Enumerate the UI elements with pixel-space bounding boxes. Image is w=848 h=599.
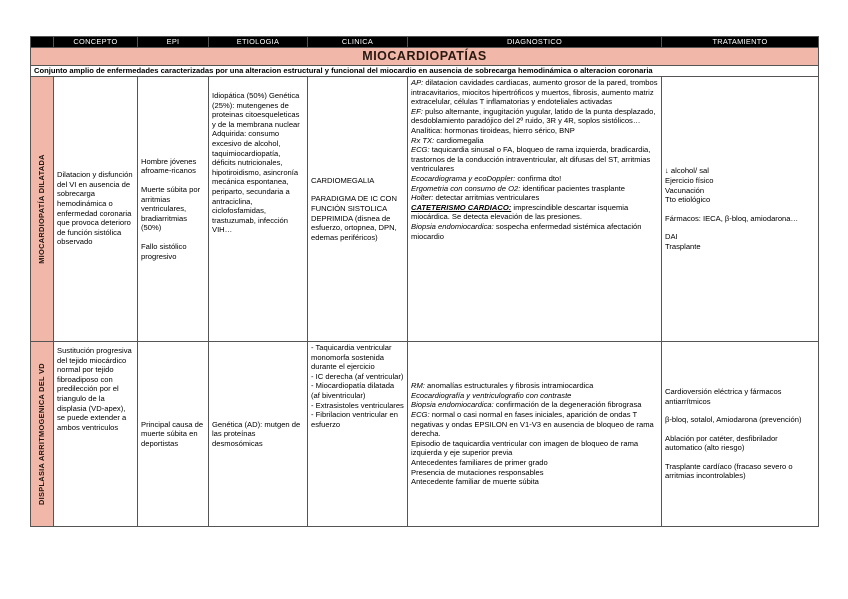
clinica-line: - Miocardiopatía dilatada (af biventricular) [311,381,395,400]
dx-text: confirma dto! [515,173,562,183]
dx-text: taquicardia sinusal o FA, bloqueo de rama izquierda, bradicardia, trastornos de la conducción intraventricular, alt difusas del ST, arritmias ventriculares [411,145,651,174]
dx-label: RM: [411,381,425,391]
dx-text: Episodio de taquicardia ventricular con imagen de bloqueo de rama izquierda y eje superior previa [411,438,639,458]
dx-text: pulso alternante, ingugitación yugular, latido de la punta desplazado, desdoblamiento paradójico del 2º ruido, 3R y 4R, soplos sistólicos… [411,106,656,126]
etiologia-text: Genética (AD): mutgen de las proteínas desmosómicas [212,419,301,448]
tx-line: Tto etiológico [665,195,711,205]
title-row [31,48,819,66]
dx-text: anomalías estructurales y fibrosis intramiocardica [424,381,594,391]
dx-text: Analítica: hormonas tiroideas, hierro sérico, BNP [411,125,575,135]
concepto-text: Dilatacion y disfunción del VI en ausencia de sobrecarga hemodinámica o enfermedad coronaria que provoca deterioro de función sistólica observado [57,170,133,247]
dx-line [411,477,658,487]
clinica-line: PARADIGMA DE IC CON FUNCIÓN SISTOLICA DEPRIMIDA (disnea de esfuerzo, ortopnea, DPN, edemas periféricos) [311,194,397,242]
tx-line: Trasplante [665,241,701,251]
dx-text: detectar arritmias ventriculares [433,193,540,203]
dx-text: Antecedentes familiares de primer grado [411,457,548,467]
dx-label: Biopsia endomiocardica: [411,221,494,231]
miocardiopatias-table [30,36,819,527]
dx-line [411,145,658,174]
dx-label: Rx TX: [411,135,435,145]
dx-line [411,126,658,136]
clinica-cell [308,342,408,527]
dx-label: CATETERISMO CARDIACO: [411,202,512,212]
dx-text: cardiomegalia [434,135,484,145]
header-etiologia: ETIOLOGIA [209,37,308,48]
epi-line: Muerte súbita por arritmias ventriculares, bradiarritmias (50%) [141,185,201,233]
dx-label: Ecocardiografía y ventriculografio con contraste [411,390,572,400]
definition-text: Conjunto amplio de enfermedades caracterizadas por una alteracion estructural y funcional del miocardio en ausencia de sobrecarga hemodinámica o alteracion coronaria [31,66,819,77]
row-label: DISPLASIA ARRITMOGENICA DEL VD [37,363,47,505]
clinica-cell [308,77,408,342]
tx-line: Trasplante cardíaco (fracaso severo o arritmias incontrolables) [665,461,793,481]
tx-line: Cardioversión eléctrica y fármacos antiarrítmicos [665,386,782,406]
clinica-line: CARDIOMEGALIA [311,175,375,185]
page-title: MIOCARDIOPATÍAS [31,48,819,66]
dx-text: identificar pacientes trasplante [520,183,626,193]
dx-text: confirmación de la degeneración fibrograsa [493,400,642,410]
dx-line [411,203,658,222]
dx-line [411,391,658,401]
clinica-line: - Taquicardia ventricular monomorfa sostenida durante el ejercicio [311,343,392,372]
header-spacer [31,37,54,48]
header-diagnostico: DIAGNOSTICO [408,37,662,48]
diagnostico-cell [408,342,662,527]
notes-page [30,36,818,527]
header-clinica: CLINICA [308,37,408,48]
etiologia-text: Idiopática (50%) Genética (25%): mutengenes de proteinas citoesqueleticas y de la membrana nuclear Adquirida: consumo excesivo de alcohol, taquimiocardiopatía, déficits nutricionales, hipotiroidismo, asincronía mecánica espontanea, periparto, secundaria a antraciclina, ciclofosfamidas, trastuzumab, infección VIH… [212,91,300,235]
dx-text: Presencia de mutaciones responsables [411,467,544,477]
dx-label: ECG: [411,410,430,420]
dx-text: dilatacion cavidades cardiacas, aumento grosor de la pared, trombos intracavitarios, miocitos hipertróficos y muertos, fibrosis, aumento matriz extracelular, células T inflamatorias y endoteliales activadas [411,78,658,107]
header-tratamiento: TRATAMIENTO [662,37,819,48]
tratamiento-cell [662,77,819,342]
dx-line [411,381,658,391]
clinica-line: - IC derecha (af ventricular) [311,371,404,381]
dx-line [411,193,658,203]
table-row [31,77,819,342]
tratamiento-cell [662,342,819,527]
dx-text: sospecha enfermedad sistémica afectación miocardio [411,221,642,241]
concepto-text: Sustitución progresiva del tejido miocárdico normal por tejido fibroadiposo con predilección por el triangulo de la displasia (VD-apex), se puede extender a ambos ventriculos [57,346,132,432]
concepto-cell [54,342,138,527]
dx-line [411,410,658,439]
tx-line: Vacunación [665,185,705,195]
dx-text: Antecedente familiar de muerte súbita [411,477,539,487]
dx-label: Ergometria con consumo de O2: [411,183,521,193]
dx-label: Ecocardiograma y ecoDoppler: [411,173,516,183]
dx-line [411,107,658,126]
row-label-cell [31,77,54,342]
header-row [31,37,819,48]
clinica-line: - Extrasistoles ventriculares [311,400,404,410]
dx-line [411,439,658,458]
dx-label: Biopsia endomiocardica: [411,400,494,410]
clinica-line: - Fibrilacion ventricular en esfuerzo [311,410,398,429]
dx-label: EF: [411,106,423,116]
tx-line: ↓ alcohol/ sal [665,166,709,176]
dx-text: normal o casi normal en fases iniciales, aparición de ondas T negativas y ondas EPSILON en V1-V3 en ausencia de bloqueo de rama derecha. [411,410,654,439]
dx-text: imprescindible descartar isquemia miocárdica. Se detecta elevación de las presiones. [411,202,629,222]
dx-label: Holter: [411,193,434,203]
dx-line [411,458,658,468]
epi-line: Hombre jóvenes afroame-ricanos [141,156,197,176]
tx-line: Ablación por catéter, desfibrilador automatico (alto riesgo) [665,433,778,453]
dx-label: AP: [411,78,424,87]
dx-line [411,400,658,410]
dx-line [411,174,658,184]
diagnostico-cell [408,77,662,342]
dx-line [411,468,658,478]
definition-row [31,66,819,77]
concepto-cell [54,77,138,342]
epi-cell [138,342,209,527]
etiologia-cell [209,342,308,527]
tx-line: Fármacos: IECA, β-bloq, amiodarona… [665,213,799,223]
row-label: MIOCARDIOPATÍA DILATADA [37,154,47,264]
epi-line: Fallo sistólico progresivo [141,241,187,261]
header-epi: EPI [138,37,209,48]
dx-label: ECG: [411,145,430,155]
row-label-cell [31,342,54,527]
tx-line: β-bloq, sotalol, Amiodarona (prevención) [665,415,802,425]
epi-cell [138,77,209,342]
tx-line: DAI [665,232,678,242]
dx-line [411,78,658,107]
header-concepto: CONCEPTO [54,37,138,48]
epi-text: Principal causa de muerte súbita en deportistas [141,419,204,448]
dx-line [411,136,658,146]
etiologia-cell [209,77,308,342]
tx-line: Ejercicio físico [665,176,714,186]
dx-line [411,222,658,241]
dx-line [411,184,658,194]
table-row [31,342,819,527]
